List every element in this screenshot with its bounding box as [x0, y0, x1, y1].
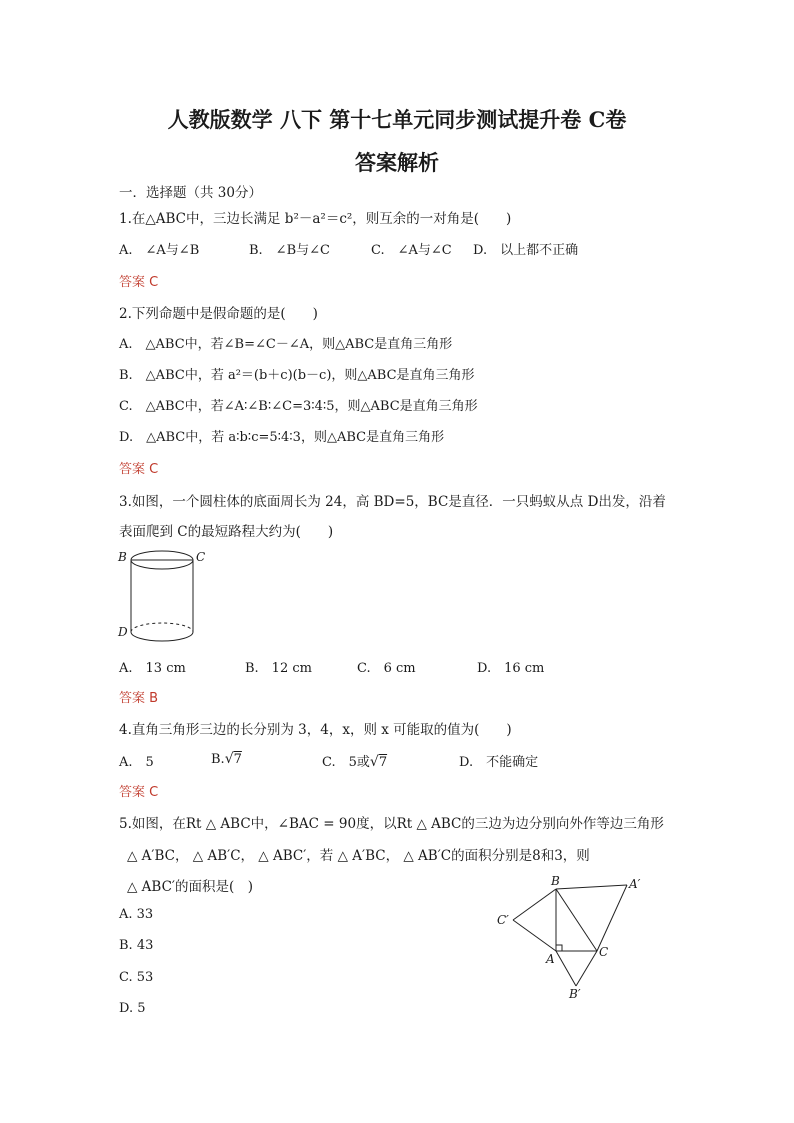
document-subtitle: 答案解析: [355, 150, 439, 175]
q1-option-d: D. 以上都不正确: [473, 243, 579, 258]
label-b: B: [551, 874, 560, 888]
q1-answer: 答案 C: [119, 275, 159, 290]
q4-option-c-radicand: 7: [378, 755, 388, 770]
q5-option-c: C. 53: [119, 970, 154, 985]
q3-option-c: C. 6 cm: [357, 661, 416, 676]
sqrt-icon: √: [369, 754, 379, 770]
document-title: 人教版数学 八下 第十七单元同步测试提升卷 C卷: [167, 107, 627, 132]
q3-stem-line1: 3.如图，一个圆柱体的底面周长为 24，高 BD=5，BC是直径．一只蚂蚁从点 D出发，沿着: [119, 494, 666, 510]
cylinder-figure: [112, 546, 212, 650]
q3-answer: 答案 B: [119, 691, 159, 706]
q4-option-d: D. 不能确定: [459, 755, 539, 770]
sqrt-icon: √: [224, 751, 234, 767]
q1-stem: 1.在△ABC中，三边长满足 b²－a²＝c²，则互余的一对角是( ): [119, 211, 512, 227]
label-a-prime: A′: [629, 877, 641, 891]
q2-answer: 答案 C: [119, 462, 159, 477]
label-b: B: [118, 550, 127, 564]
q4-option-a: A. 5: [119, 755, 154, 770]
q4-answer: 答案 C: [119, 785, 159, 800]
section-label: 一．选择题（共 30分）: [119, 185, 262, 201]
q4-option-b-label: B.: [211, 752, 225, 767]
q5-option-d: D. 5: [119, 1001, 146, 1016]
q5-stem-line1: 5.如图，在Rt △ ABC中，∠BAC = 90度，以Rt △ ABC的三边为边分别向外作等边三角形: [119, 816, 664, 832]
q3-option-a: A. 13 cm: [119, 661, 186, 676]
label-a: A: [546, 952, 555, 966]
q2-option-c: C. △ABC中，若∠A∶∠B∶∠C=3∶4∶5，则△ABC是直角三角形: [119, 399, 478, 414]
label-c: C: [599, 945, 609, 959]
q2-option-b: B. △ABC中，若 a²＝(b＋c)(b－c)，则△ABC是直角三角形: [119, 368, 475, 383]
triangle-figure: [490, 872, 650, 1004]
q4-option-c-label: C. 5或: [322, 755, 370, 770]
q2-option-a: A. △ABC中，若∠B=∠C－∠A，则△ABC是直角三角形: [119, 337, 453, 352]
q4-option-b-radicand: 7: [233, 752, 242, 767]
q1-option-b: B. ∠B与∠C: [249, 243, 330, 258]
q4-option-c: [322, 751, 387, 770]
q5-stem-line2: △ A′BC， △ AB′C， △ ABC′，若 △ A′BC， △ AB′C的面积分别是8和3，则: [127, 848, 590, 864]
q3-stem-line2: 表面爬到 C的最短路程大约为( ): [119, 524, 334, 540]
q3-option-d: D. 16 cm: [477, 661, 545, 676]
label-c-prime: C′: [497, 913, 509, 927]
q2-option-d: D. △ABC中，若 a∶b∶c=5∶4∶3，则△ABC是直角三角形: [119, 430, 445, 445]
label-c: C: [196, 550, 206, 564]
q4-option-b: [211, 751, 242, 767]
q2-stem: 2.下列命题中是假命题的是( ): [119, 306, 318, 322]
label-d: D: [118, 625, 128, 639]
q1-option-a: A. ∠A与∠B: [119, 243, 200, 258]
q1-option-c: C. ∠A与∠C: [371, 243, 452, 258]
q3-option-b: B. 12 cm: [245, 661, 312, 676]
label-b-prime: B′: [569, 987, 581, 1001]
q5-option-b: B. 43: [119, 938, 154, 953]
q5-option-a: A. 33: [119, 907, 154, 922]
q5-stem-line3: △ ABC′的面积是( ): [127, 879, 254, 895]
q4-stem: 4.直角三角形三边的长分别为 3，4，x，则 x 可能取的值为( ): [119, 722, 512, 738]
